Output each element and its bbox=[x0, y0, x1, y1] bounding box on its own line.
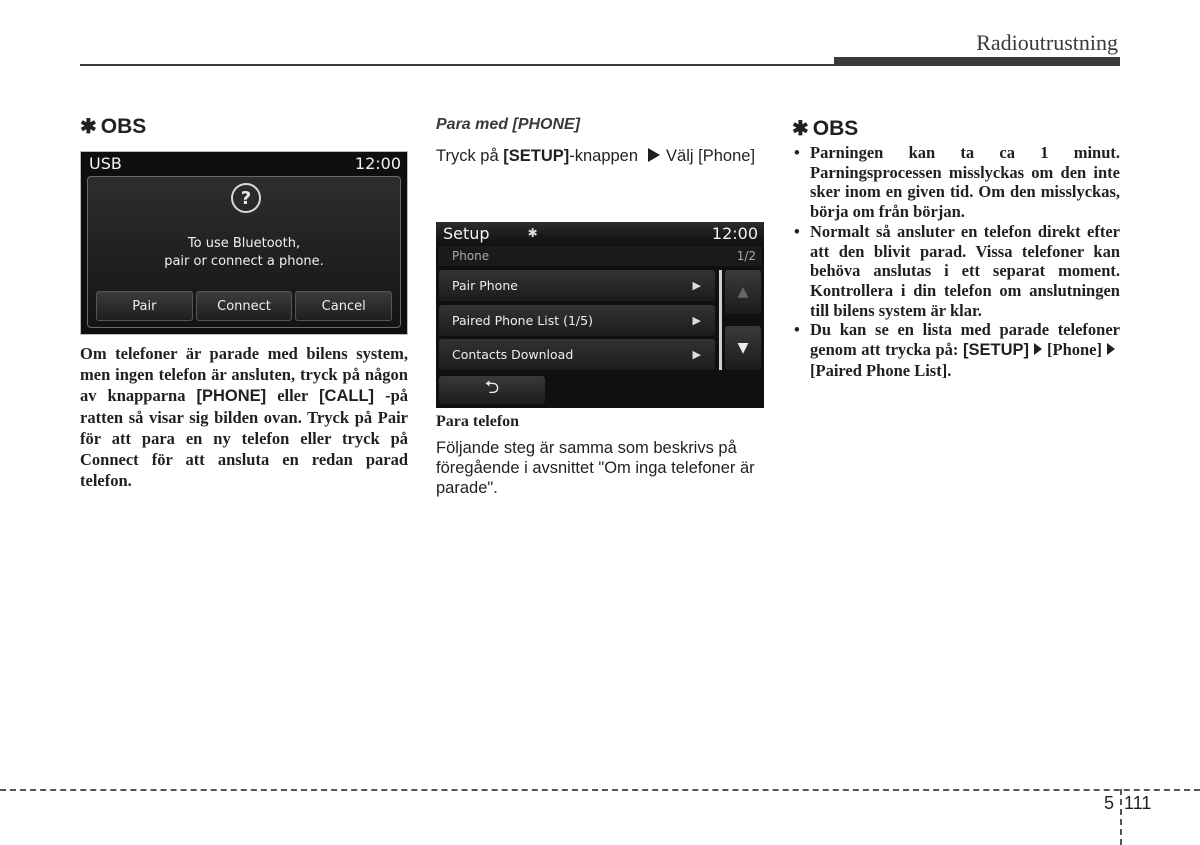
list-item bbox=[792, 320, 1120, 380]
scroll-up-button[interactable]: ▲ bbox=[725, 270, 761, 314]
page-number-value: 111 bbox=[1124, 793, 1152, 813]
setup-key-ref: [SETUP] bbox=[503, 147, 570, 165]
menu-item-paired-phone-list[interactable] bbox=[439, 305, 715, 336]
menu-item-label: Paired Phone List (1/5) bbox=[452, 313, 593, 328]
connect-button[interactable]: Connect bbox=[196, 291, 293, 321]
obs-heading bbox=[792, 116, 858, 141]
back-arrow-icon: ⮌ bbox=[484, 377, 500, 398]
section-heading: Para med [PHONE] bbox=[436, 116, 581, 133]
obs-note-left bbox=[80, 114, 408, 139]
scrollbar[interactable] bbox=[719, 270, 722, 370]
screen-status-bar bbox=[81, 152, 407, 174]
cancel-button[interactable]: Cancel bbox=[295, 291, 392, 321]
arrow-right-icon bbox=[648, 148, 660, 162]
chevron-right-icon: ▶ bbox=[692, 279, 701, 292]
screen-title: Setup bbox=[443, 223, 490, 243]
menu-item-contacts-download[interactable] bbox=[439, 339, 715, 370]
arrow-right-icon bbox=[1034, 343, 1042, 355]
clock: 12:00 bbox=[711, 223, 758, 243]
clock: 12:00 bbox=[354, 153, 401, 173]
page-number bbox=[1104, 793, 1151, 814]
setup-phone-screen bbox=[436, 222, 764, 408]
para-body: Följande steg är samma som beskrivs på föregående i avsnittet "Om inga telefoner är parade". bbox=[436, 439, 755, 497]
arrow-right-icon bbox=[1107, 343, 1115, 355]
scroll-down-button[interactable]: ▼ bbox=[725, 326, 761, 370]
dialog-message-line1: To use Bluetooth, bbox=[187, 236, 301, 251]
obs-heading-label: OBS bbox=[812, 116, 859, 140]
back-button[interactable] bbox=[439, 376, 545, 404]
bluetooth-dialog-screen bbox=[80, 151, 408, 335]
chapter-number: 5 bbox=[1104, 793, 1115, 813]
bluetooth-dialog bbox=[87, 176, 401, 328]
asterisk-icon: ✱ bbox=[792, 118, 809, 140]
obs-bullet-list bbox=[792, 143, 1120, 380]
menu-item-label: Pair Phone bbox=[452, 278, 518, 293]
dialog-message bbox=[88, 235, 400, 271]
body-text: Om telefoner är parade med bilens system, men ingen telefon är ansluten, tryck på någon av knapparna bbox=[80, 344, 408, 405]
screen-subtitle: Phone bbox=[452, 249, 490, 263]
bullet-text: [Phone] bbox=[1047, 340, 1102, 360]
running-header-title: Radioutrustning bbox=[976, 30, 1118, 55]
screen-title-bar bbox=[436, 222, 764, 244]
instruction-text: -knappen bbox=[569, 147, 639, 165]
pair-button[interactable]: Pair bbox=[96, 291, 193, 321]
figure-caption: Para telefon bbox=[436, 413, 520, 430]
bullet-text: Du kan se en lista med parade telefoner genom att trycka på: bbox=[810, 320, 1120, 360]
header-bar bbox=[834, 57, 1120, 66]
source-label: USB bbox=[89, 153, 122, 173]
screen-subtitle-bar bbox=[438, 246, 762, 266]
phone-key-ref: [PHONE] bbox=[196, 387, 267, 405]
setup-key-ref: [SETUP] bbox=[963, 341, 1029, 360]
bullet-text: [Paired Phone List]. bbox=[810, 360, 952, 380]
bluetooth-icon: ✱ bbox=[527, 226, 538, 240]
obs-left-body bbox=[80, 343, 408, 491]
dialog-message-line2: pair or connect a phone. bbox=[164, 254, 324, 269]
chevron-right-icon: ▶ bbox=[692, 348, 701, 361]
asterisk-icon: ✱ bbox=[80, 116, 97, 138]
dialog-buttons bbox=[96, 291, 392, 321]
list-item: • Normalt så ansluter en telefon direkt efter att den blivit parad. Vissa telefoner kan behöva anslutas i ett separat moment. Kontrollera i din telefon om anslutningen till bilens system är klar. bbox=[792, 222, 1120, 321]
instruction-text: Tryck på bbox=[436, 147, 504, 165]
body-text: -på ratten så visar sig bilden ovan. Tryck på Pair för att para en ny telefon eller tryck på Connect för att ansluta en redan parad telefon. bbox=[80, 386, 408, 490]
para-section bbox=[436, 116, 764, 134]
instruction-text: Välj [Phone] bbox=[666, 147, 756, 165]
chevron-right-icon: ▶ bbox=[692, 314, 701, 327]
obs-heading bbox=[80, 114, 408, 139]
page-indicator: 1/2 bbox=[736, 249, 756, 263]
body-text: eller bbox=[266, 386, 320, 405]
question-circle-icon: ? bbox=[231, 183, 261, 213]
menu-item-pair-phone[interactable] bbox=[439, 270, 715, 301]
list-item: • Parningen kan ta ca 1 minut. Parningsprocessen misslyckas om den inte sker inom en given tid. Om den misslyckas, börja om från början. bbox=[792, 143, 1120, 222]
para-instructions bbox=[436, 145, 764, 167]
call-key-ref: [CALL] bbox=[319, 387, 375, 405]
menu-item-label: Contacts Download bbox=[452, 347, 574, 362]
obs-heading-label: OBS bbox=[100, 114, 147, 138]
footer-divider bbox=[0, 789, 1200, 791]
